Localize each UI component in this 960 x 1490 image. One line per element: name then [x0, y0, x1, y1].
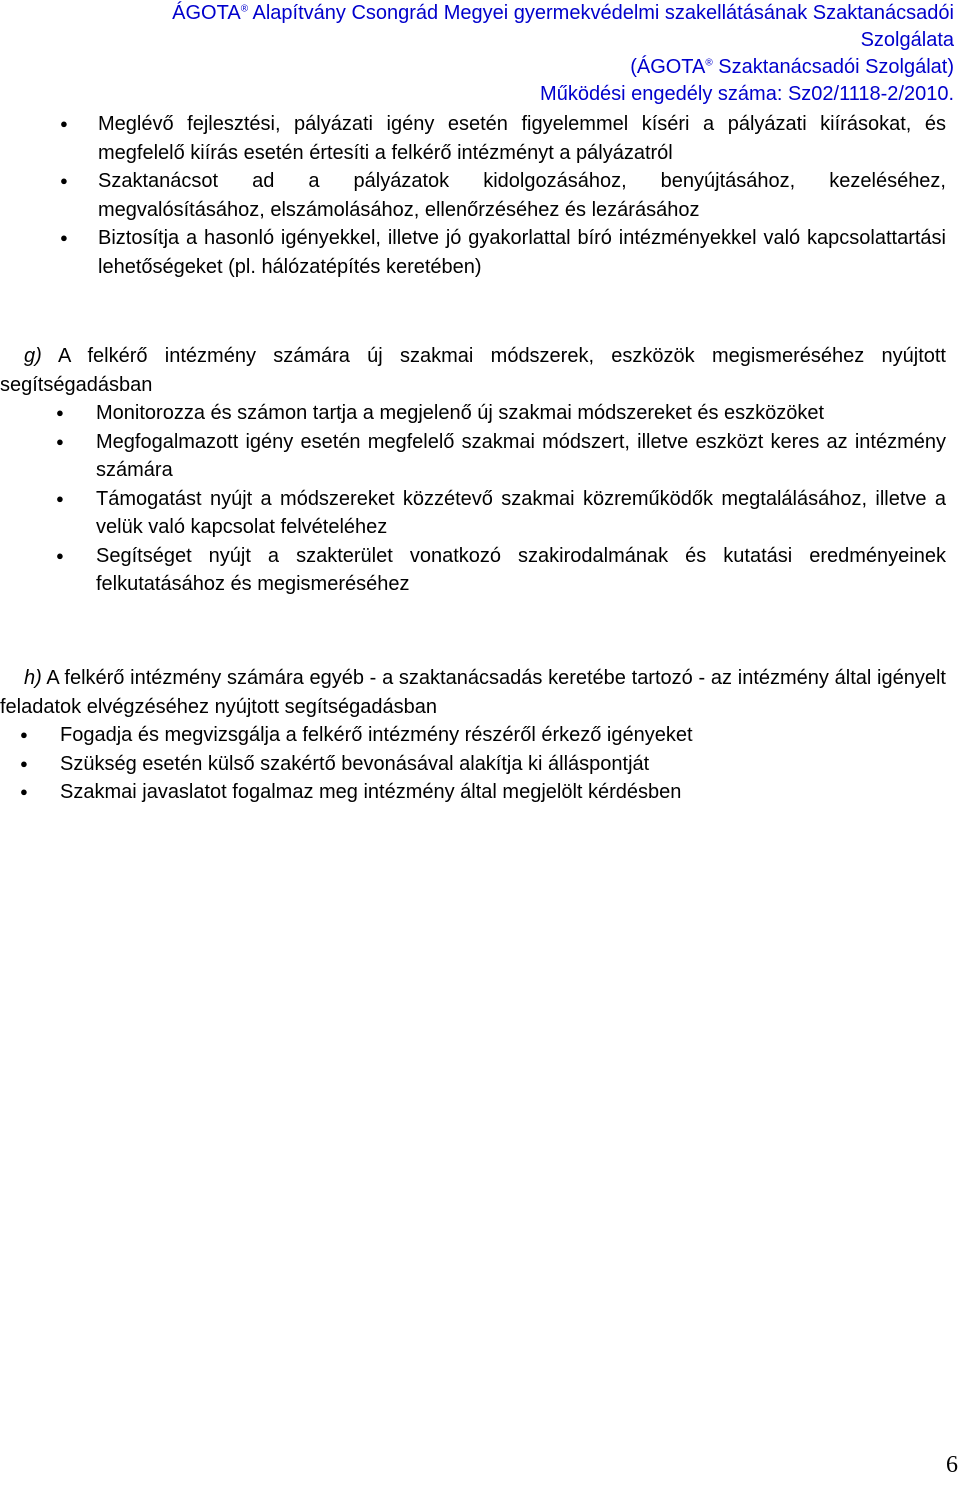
bullet-icon: ●: [20, 727, 28, 742]
bullet-icon: ●: [56, 547, 64, 563]
header-line-3: [14, 54, 954, 81]
list-item-text: Szaktanácsot ad a pályázatok kidolgozásához, benyújtásához, kezeléséhez, megvalósításához, elszámolásához, ellenőrzéséhez és lezárásához: [98, 170, 946, 221]
section-h: [0, 664, 946, 807]
list-item: [0, 399, 946, 428]
list-item-text: Monitorozza és számon tartja a megjelenő új szakmai módszereket és eszközöket: [96, 402, 825, 424]
page-header: [14, 0, 954, 108]
section-g-intro: [0, 342, 946, 399]
bullet-icon: ●: [56, 433, 64, 449]
list-item: [0, 485, 946, 542]
header-line-3-suffix: Szaktanácsadói Szolgálat): [712, 56, 954, 78]
page-number: 6: [946, 1452, 958, 1478]
registered-mark: ®: [240, 3, 249, 15]
bullet-icon: ●: [60, 116, 68, 131]
list-item-text: Megfogalmazott igény esetén megfelelő szakmai módszert, illetve eszközt keres az intézmény számára: [96, 430, 946, 481]
list-item: [0, 721, 946, 750]
bullet-icon: ●: [56, 490, 64, 506]
bullet-icon: ●: [20, 755, 28, 771]
section-g-tag: g): [24, 345, 42, 367]
bullet-icon: ●: [60, 173, 68, 188]
header-line-2: Szolgálata: [860, 29, 954, 51]
registered-mark: ®: [705, 57, 713, 69]
list-item-text: Meglévő fejlesztési, pályázati igény esetén figyelemmel kíséri a pályázati kiírásokat, és megfelelő kiírás esetén értesíti a felkérő intézményt a pályázatról: [98, 113, 946, 164]
header-line-1: [14, 0, 954, 27]
header-line-3-prefix: (ÁGOTA: [630, 56, 706, 78]
list-item-text: Fogadja és megvizsgálja a felkérő intézmény részéről érkező igényeket: [60, 724, 693, 746]
list-item: [0, 224, 946, 281]
list-item: [0, 167, 946, 224]
section-h-intro-text: A felkérő intézmény számára egyéb - a szaktanácsadás keretébe tartozó - az intézmény által igényelt feladatok elvégzéséhez nyújtott segítségadásban: [0, 667, 946, 718]
section-h-tag: h): [24, 667, 42, 689]
list-item: [0, 542, 946, 599]
bullet-icon: ●: [20, 784, 28, 799]
section-h-intro: [0, 664, 946, 721]
section-f-list: [0, 110, 946, 281]
bullet-icon: ●: [60, 230, 68, 245]
list-item-text: Segítséget nyújt a szakterület vonatkozó szakirodalmának és kutatási eredményeinek felkutatásához és megismeréséhez: [96, 544, 946, 595]
section-g: [0, 342, 946, 599]
list-item-text: Támogatást nyújt a módszereket közzétevő szakmai közreműködők megtalálásához, illetve a velük való kapcsolat felvételéhez: [96, 487, 946, 538]
header-license-number: Működési engedély száma: Sz02/1118-2/2010.: [540, 83, 954, 105]
list-item-text: Biztosítja a hasonló igényekkel, illetve jó gyakorlattal bíró intézményekkel való kapcsolattartási lehetőségeket (pl. hálózatépítés keretében): [98, 227, 946, 278]
section-f: [0, 110, 946, 281]
list-item: [0, 110, 946, 167]
list-item: [0, 428, 946, 485]
header-line-1-text: Alapítvány Csongrád Megyei gyermekvédelmi szakellátásának Szaktanácsadói: [248, 2, 954, 24]
section-g-list: [0, 399, 946, 599]
section-h-list: [0, 721, 946, 807]
list-item: [0, 778, 946, 807]
header-org-name: ÁGOTA: [172, 2, 241, 24]
list-item-text: Szükség esetén külső szakértő bevonásával alakítja ki álláspontját: [60, 752, 650, 775]
section-g-intro-text: A felkérő intézmény számára új szakmai módszerek, eszközök megismeréséhez nyújtott segítségadásban: [0, 345, 946, 396]
bullet-icon: ●: [56, 405, 64, 420]
list-item: [0, 750, 946, 779]
list-item-text: Szakmai javaslatot fogalmaz meg intézmény által megjelölt kérdésben: [60, 781, 682, 803]
